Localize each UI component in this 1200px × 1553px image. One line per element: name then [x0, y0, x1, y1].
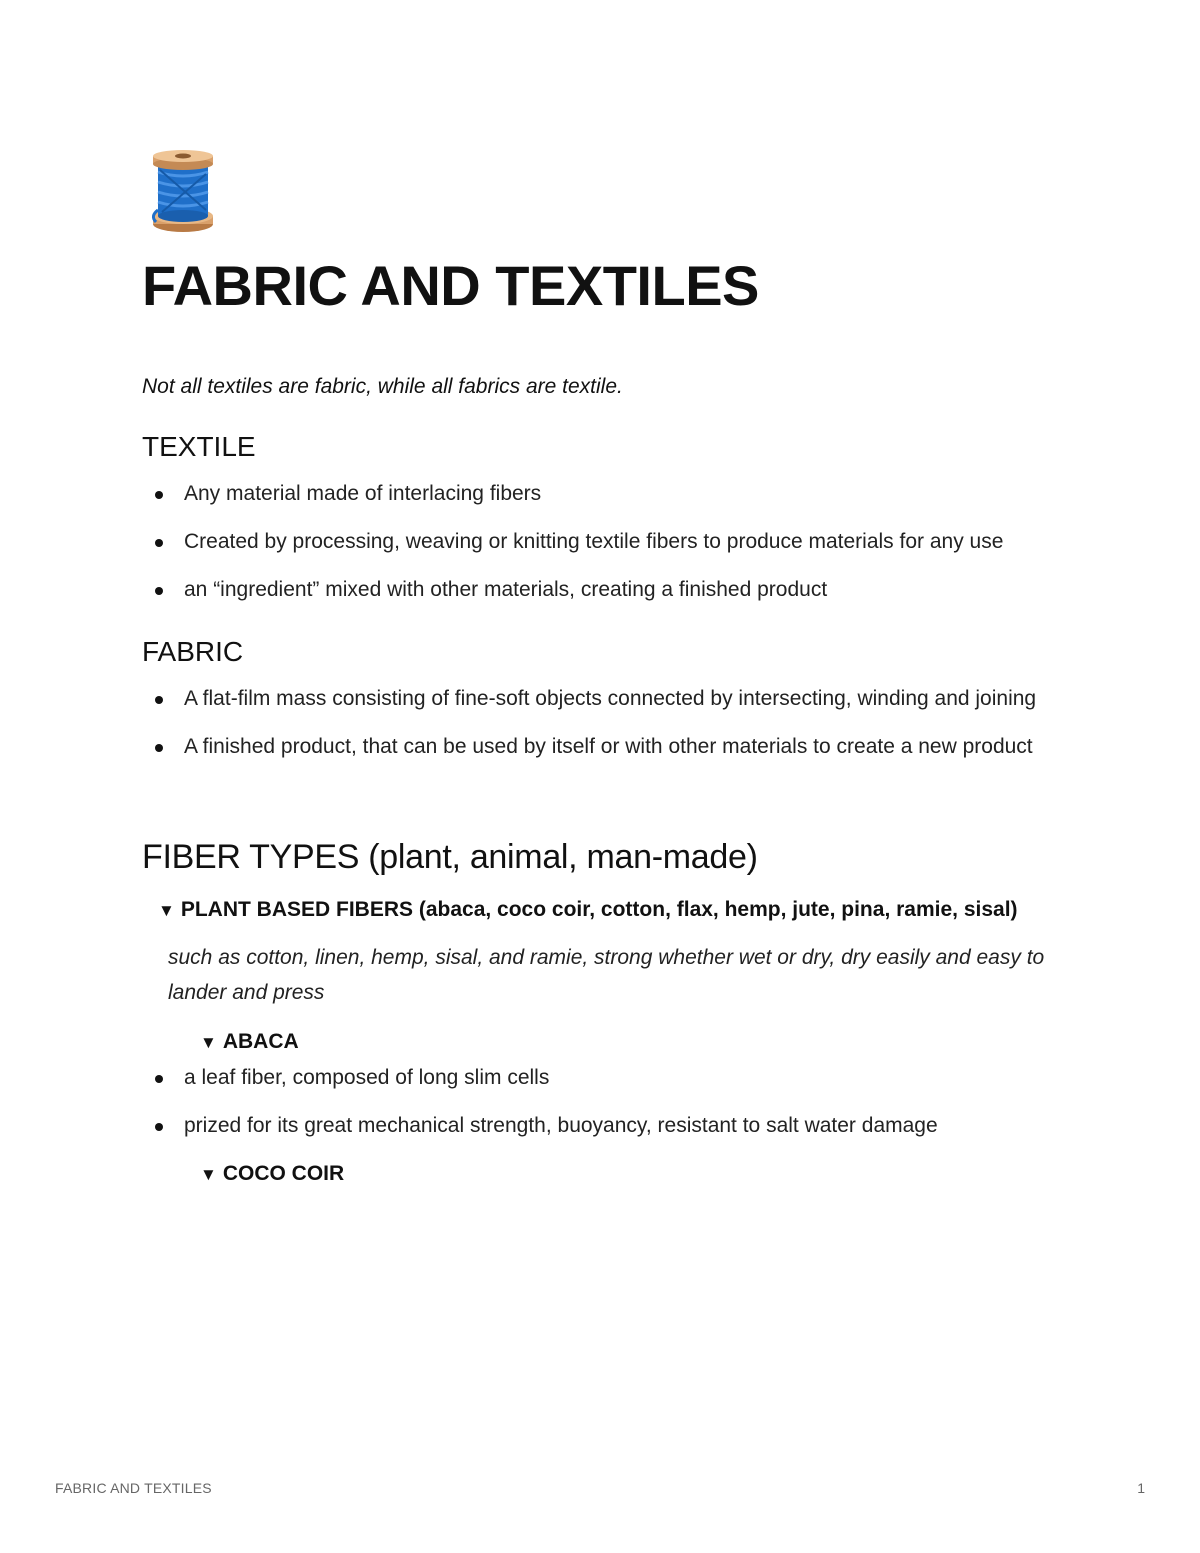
- intro-quote: Not all textiles are fabric, while all fabrics are textile.: [142, 375, 623, 398]
- abaca-toggle[interactable]: [200, 1024, 1062, 1060]
- fabric-heading: FABRIC: [142, 636, 244, 667]
- list-item: A finished product, that can be used by itself or with other materials to create a new product: [142, 729, 1062, 764]
- list-item: an “ingredient” mixed with other materials, creating a finished product: [142, 572, 1062, 607]
- plant-fibers-description: such as cotton, linen, hemp, sisal, and ramie, strong whether wet or dry, dry easily and easy to lander and press: [168, 946, 1045, 1004]
- toggle-triangle-icon[interactable]: ▼: [200, 1033, 217, 1052]
- coco-coir-toggle[interactable]: [200, 1156, 1062, 1192]
- textile-list: [142, 476, 1062, 607]
- fiber-types-heading: FIBER TYPES (plant, animal, man-made): [142, 838, 758, 876]
- footer-page-number: 1: [1137, 1480, 1145, 1496]
- coco-coir-toggle-label: COCO COIR: [222, 1162, 345, 1185]
- document-page: [142, 150, 1062, 1192]
- list-item: Any material made of interlacing fibers: [142, 476, 1062, 511]
- page-title: FABRIC AND TEXTILES: [142, 254, 759, 317]
- list-item: a leaf fiber, composed of long slim cells: [142, 1060, 1062, 1095]
- footer-document-title: FABRIC AND TEXTILES: [55, 1480, 212, 1496]
- list-item: prized for its great mechanical strength, buoyancy, resistant to salt water damage: [142, 1108, 1062, 1143]
- toggle-triangle-icon[interactable]: ▼: [200, 1165, 217, 1184]
- toggle-triangle-icon[interactable]: ▼: [158, 901, 175, 920]
- plant-fibers-toggle-label: PLANT BASED FIBERS (abaca, coco coir, cotton, flax, hemp, jute, pina, ramie, sisal): [180, 898, 1018, 921]
- textile-heading: TEXTILE: [142, 431, 256, 462]
- list-item: A flat-film mass consisting of fine-soft objects connected by intersecting, winding and joining: [142, 681, 1062, 716]
- abaca-list: [142, 1060, 1062, 1143]
- abaca-toggle-label: ABACA: [222, 1030, 299, 1053]
- fabric-list: [142, 681, 1062, 764]
- plant-fibers-toggle[interactable]: [158, 892, 1062, 928]
- spool-of-thread-icon: [146, 150, 220, 234]
- list-item: Created by processing, weaving or knitting textile fibers to produce materials for any use: [142, 524, 1062, 559]
